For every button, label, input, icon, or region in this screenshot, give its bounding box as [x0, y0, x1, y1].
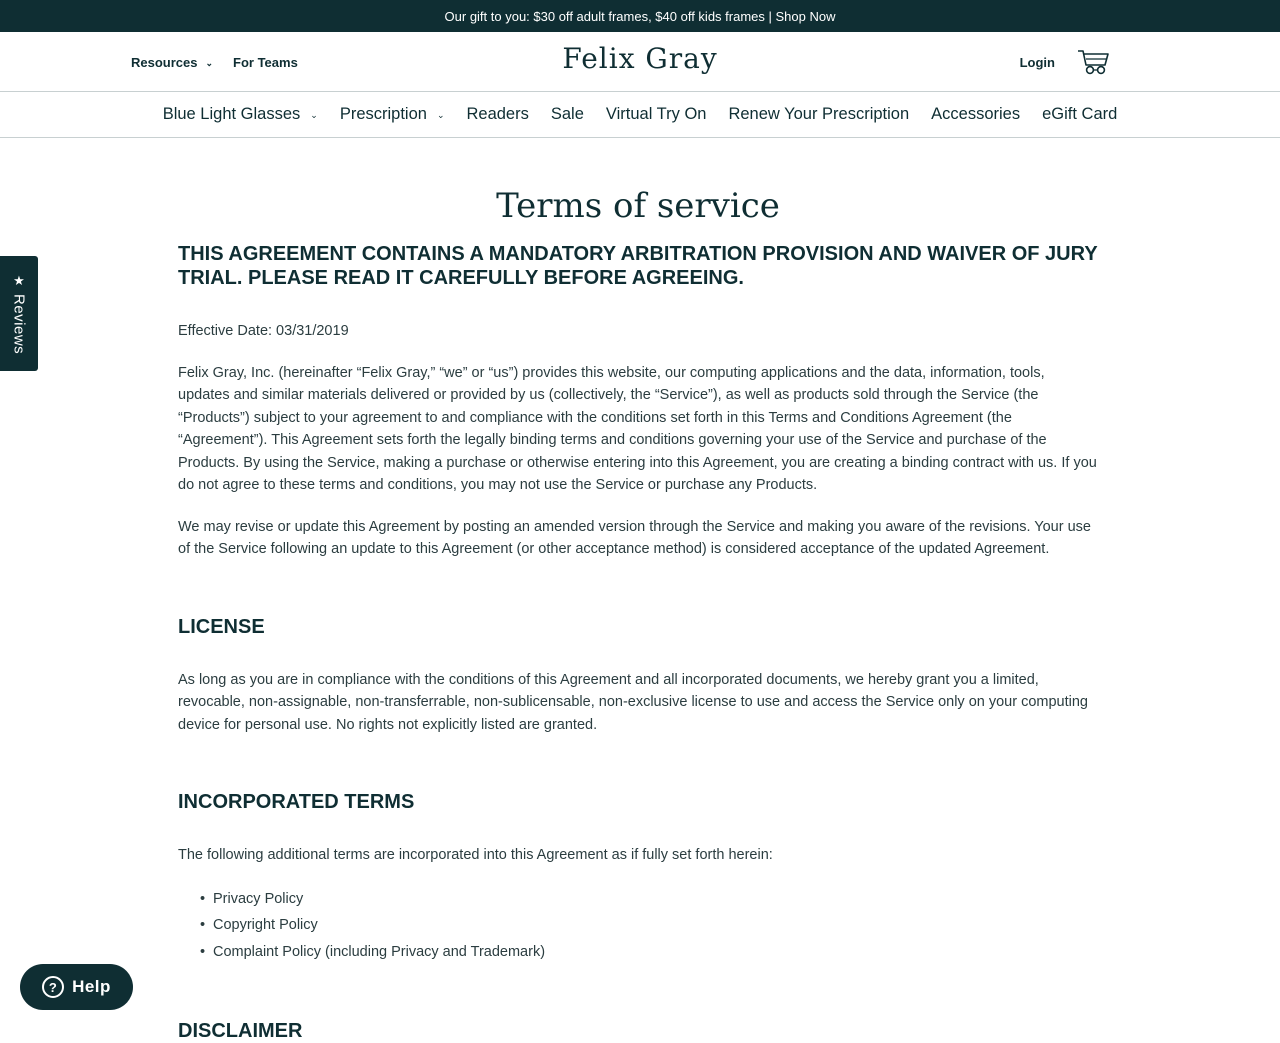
nav-item-label[interactable]: eGift Card — [1042, 105, 1118, 123]
chevron-down-icon: ⌄ — [205, 57, 214, 68]
login-link[interactable]: Login — [1019, 54, 1055, 70]
reviews-tab-label[interactable]: Reviews — [10, 294, 28, 355]
terms-content — [178, 180, 1098, 1043]
header-account — [1020, 32, 1109, 92]
site-header — [0, 32, 1280, 92]
reviews-tab[interactable] — [0, 256, 38, 371]
help-button[interactable] — [20, 964, 133, 1010]
nav-item-egift-card[interactable] — [1042, 105, 1117, 124]
nav-item-label[interactable]: Accessories — [931, 105, 1021, 123]
incorporated-terms-list — [178, 886, 1098, 966]
question-icon: ? — [42, 976, 64, 998]
site-logo[interactable]: Felix Gray — [562, 42, 718, 75]
cart-icon[interactable] — [1077, 48, 1109, 76]
nav-item-label[interactable]: Readers — [466, 105, 529, 123]
effective-date: Effective Date: 03/31/2019 — [178, 323, 349, 339]
chevron-down-icon: ⌄ — [310, 110, 318, 120]
nav-item-blue-light-glasses[interactable] — [163, 105, 318, 124]
nav-item-prescription[interactable] — [340, 105, 445, 124]
nav-item-virtual-try-on[interactable] — [606, 105, 707, 124]
nav-item-label[interactable]: Prescription — [339, 105, 427, 123]
license-paragraph: As long as you are in compliance with the conditions of this Agreement and all incorporated documents, we hereby grant you a limited, revocable, non-assignable, non-transferrable, non-sublicensable, non-exclusive license to use and access the Service only on your computing device for personal use. No rights not explicitly listed are granted. — [178, 671, 1088, 733]
star-icon: ★ — [13, 273, 25, 288]
arbitration-notice: THIS AGREEMENT CONTAINS A MANDATORY ARBITRATION PROVISION AND WAIVER OF JURY TRIAL. PLEASE READ IT CAREFULLY BEFORE AGREEING. — [178, 243, 1098, 289]
list-item: • Copyright Policy — [200, 912, 1098, 939]
incorporated-intro: The following additional terms are incorporated into this Agreement as if fully set forth herein: — [178, 847, 773, 863]
for-teams-link[interactable]: For Teams — [233, 54, 298, 70]
page-title: Terms of service — [496, 186, 780, 226]
nav-item-renew-prescription[interactable] — [728, 105, 909, 124]
promo-text[interactable]: Our gift to you: $30 off adult frames, $40 off kids frames | Shop Now — [444, 8, 836, 24]
nav-item-label[interactable]: Virtual Try On — [605, 105, 707, 123]
chevron-down-icon: ⌄ — [436, 110, 445, 120]
disclaimer-heading: DISCLAIMER — [178, 1020, 303, 1042]
incorporated-terms-heading: INCORPORATED TERMS — [178, 791, 415, 813]
intro-paragraph: Felix Gray, Inc. (hereinafter “Felix Gray,” “we” or “us”) provides this website, our computing applications and the data, information, tools, updates and similar materials delivered or provided by us (collectively, the “Service”), as well as products sold through the Service (the “Products”) subject to your agreement to and compliance with the conditions set forth in this Terms and Conditions Agreement (the “Agreement”). This Agreement sets forth the legally binding terms and conditions governing your use of the Service and purchase of the Products. By using the Service, making a purchase or otherwise entering into this Agreement, you are creating a binding contract with us. If you do not agree to these terms and conditions, you may not use the Service or purchase any Products. — [178, 364, 1097, 493]
nav-item-label[interactable]: Renew Your Prescription — [728, 105, 910, 123]
nav-item-label[interactable]: Blue Light Glasses — [162, 105, 301, 123]
revise-paragraph: We may revise or update this Agreement by posting an amended version through the Service and making you aware of the revisions. Your use of the Service following an update to this Agreement (or other acceptance method) is considered acceptance of the updated Agreement. — [178, 518, 1091, 557]
main-nav — [0, 92, 1280, 138]
help-button-label[interactable]: Help — [72, 977, 111, 996]
promo-banner[interactable] — [0, 0, 1280, 32]
nav-item-label[interactable]: Sale — [550, 105, 584, 123]
nav-item-readers[interactable] — [466, 105, 528, 124]
nav-item-accessories[interactable] — [931, 105, 1020, 124]
list-item: • Complaint Policy (including Privacy and Trademark) — [200, 939, 1098, 966]
resources-label[interactable]: Resources — [131, 54, 198, 70]
license-heading: LICENSE — [178, 615, 265, 638]
list-item: • Privacy Policy — [200, 886, 1098, 913]
nav-item-sale[interactable] — [551, 105, 584, 124]
